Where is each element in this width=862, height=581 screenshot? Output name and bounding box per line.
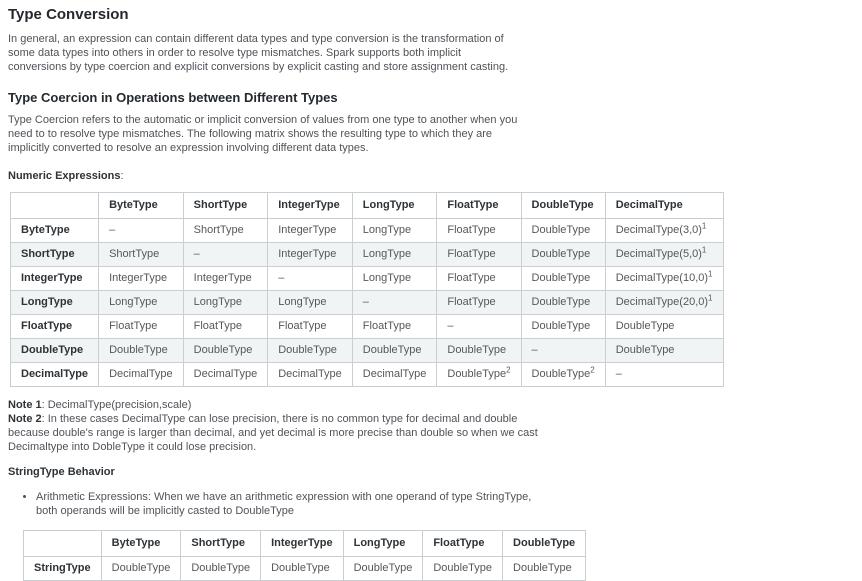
row-header: FloatType bbox=[11, 315, 99, 339]
table-header-row bbox=[24, 531, 586, 557]
table-cell: ShortType bbox=[183, 219, 268, 243]
numeric-expressions-colon: : bbox=[120, 170, 124, 182]
table-cell: IntegerType bbox=[268, 243, 353, 267]
column-header-bytetype: ByteType bbox=[99, 193, 184, 219]
table-row-shorttype bbox=[11, 243, 724, 267]
table-cell: FloatType bbox=[437, 267, 521, 291]
row-header: StringType bbox=[24, 557, 102, 581]
row-header: ShortType bbox=[11, 243, 99, 267]
table-cell: DoubleType bbox=[521, 219, 605, 243]
notes-block bbox=[8, 398, 854, 454]
table-cell: $DecimalType(20,0)^1$ bbox=[605, 291, 723, 315]
stringtype-behavior-strong: StringType Behavior bbox=[8, 466, 115, 478]
table-header-row bbox=[11, 193, 724, 219]
table-cell: FloatType bbox=[437, 243, 521, 267]
table-row-floattype bbox=[11, 315, 724, 339]
superscript-note-ref: 2 bbox=[506, 365, 511, 375]
table-cell: $DecimalType(3,0)^1$ bbox=[605, 219, 723, 243]
table-cell: DoubleType bbox=[181, 557, 261, 581]
table-cell: ShortType bbox=[99, 243, 184, 267]
stringtype-behavior-heading bbox=[8, 465, 854, 479]
table-cell: DecimalType bbox=[99, 363, 184, 387]
table-cell: – bbox=[352, 291, 437, 315]
table-cell: DoubleType bbox=[605, 339, 723, 363]
column-header-doubletype: DoubleType bbox=[521, 193, 605, 219]
table-cell: LongType bbox=[352, 219, 437, 243]
column-header-longtype: LongType bbox=[352, 193, 437, 219]
table-cell: DoubleType bbox=[343, 557, 423, 581]
table-row-doubletype bbox=[11, 339, 724, 363]
table-cell: DoubleType$^2$ bbox=[521, 363, 605, 387]
table-cell: DoubleType bbox=[183, 339, 268, 363]
table-cell: DoubleType bbox=[261, 557, 344, 581]
row-header: DoubleType bbox=[11, 339, 99, 363]
table-cell: DoubleType bbox=[423, 557, 503, 581]
column-header-doubletype: DoubleType bbox=[503, 531, 586, 557]
note-1-label: Note 1 bbox=[8, 399, 42, 411]
stringtype-bullet-list bbox=[8, 490, 854, 518]
table-cell: FloatType bbox=[268, 315, 353, 339]
table-cell: DoubleType bbox=[503, 557, 586, 581]
table-cell: – bbox=[437, 315, 521, 339]
column-header-floattype: FloatType bbox=[423, 531, 503, 557]
table-body bbox=[24, 557, 586, 581]
table-cell: – bbox=[183, 243, 268, 267]
table-cell: LongType bbox=[352, 243, 437, 267]
column-header-integertype: IntegerType bbox=[261, 531, 344, 557]
superscript-note-ref: 2 bbox=[590, 365, 595, 375]
table-cell: – bbox=[605, 363, 723, 387]
table-cell: DecimalType bbox=[268, 363, 353, 387]
superscript-note-ref: 1 bbox=[701, 245, 707, 255]
column-header-empty bbox=[24, 531, 102, 557]
table-cell: IntegerType bbox=[99, 267, 184, 291]
table-cell: IntegerType bbox=[183, 267, 268, 291]
superscript-note-ref: 1 bbox=[708, 293, 713, 303]
row-header: LongType bbox=[11, 291, 99, 315]
note-2 bbox=[8, 412, 554, 454]
numeric-coercion-table bbox=[10, 192, 724, 387]
table-cell: FloatType bbox=[437, 291, 521, 315]
stringtype-coercion-table bbox=[23, 530, 586, 581]
intro-paragraph: In general, an expression can contain different data types and type conversion is the transformation of some data types into others in order to resolve type mismatches. Spark supports both implicit conversions by type coercion and explicit conversions by explicit casting and store assignment casting. bbox=[8, 33, 509, 73]
column-header-shorttype: ShortType bbox=[183, 193, 268, 219]
table-cell: DoubleType bbox=[352, 339, 437, 363]
column-header-floattype: FloatType bbox=[437, 193, 521, 219]
table-cell: FloatType bbox=[99, 315, 184, 339]
section-title: Type Coercion in Operations between Different Types bbox=[8, 90, 338, 105]
page-title: Type Conversion bbox=[8, 6, 129, 23]
table-cell: FloatType bbox=[437, 219, 521, 243]
table-cell: – bbox=[99, 219, 184, 243]
table-cell: LongType bbox=[99, 291, 184, 315]
table-row-stringtype bbox=[24, 557, 586, 581]
superscript-note-ref: 1 bbox=[701, 221, 707, 231]
row-header: IntegerType bbox=[11, 267, 99, 291]
list-item-arithmetic-expressions: • Arithmetic Expressions: When we have an arithmetic expression with one operand of type StringType, both operands will be implicitly casted to DoubleType bbox=[36, 490, 542, 518]
row-header: DecimalType bbox=[11, 363, 99, 387]
column-header-longtype: LongType bbox=[343, 531, 423, 557]
table-row-bytetype bbox=[11, 219, 724, 243]
table-cell: IntegerType bbox=[268, 219, 353, 243]
column-header-integertype: IntegerType bbox=[268, 193, 353, 219]
table-cell: – bbox=[268, 267, 353, 291]
table-cell: DoubleType bbox=[268, 339, 353, 363]
numeric-expressions-label bbox=[8, 169, 854, 183]
column-header-bytetype: ByteType bbox=[101, 531, 181, 557]
table-cell: DoubleType bbox=[521, 291, 605, 315]
numeric-expressions-strong: Numeric Expressions bbox=[8, 170, 121, 182]
table-cell: LongType bbox=[183, 291, 268, 315]
column-header-decimaltype: DecimalType bbox=[605, 193, 723, 219]
table-cell: FloatType bbox=[183, 315, 268, 339]
superscript-note-ref: 1 bbox=[708, 269, 713, 279]
section-paragraph: Type Coercion refers to the automatic or implicit conversion of values from one type to another when you need to to resolve type mismatches. The following matrix shows the resulting type to which they are implicitly converted to resolve an expression involving different data types. bbox=[8, 114, 518, 154]
table-cell: $DecimalType(10,0)^1$ bbox=[605, 267, 723, 291]
table-cell: DoubleType bbox=[521, 315, 605, 339]
table-cell: – bbox=[521, 339, 605, 363]
table-cell: DecimalType bbox=[183, 363, 268, 387]
column-header-shorttype: ShortType bbox=[181, 531, 261, 557]
stringtype-table-wrapper bbox=[21, 530, 854, 581]
table-cell: DoubleType bbox=[521, 243, 605, 267]
table-cell: LongType bbox=[268, 291, 353, 315]
row-header: ByteType bbox=[11, 219, 99, 243]
table-cell: FloatType bbox=[352, 315, 437, 339]
table-row-decimaltype bbox=[11, 363, 724, 387]
note-1 bbox=[8, 398, 554, 412]
note-2-text: : In these cases DecimalType can lose precision, there is no common type for decimal and double because double's range is larger than decimal, and yet decimal is more precise than double so when we cast Decimaltype into DobleType it could lose precision. bbox=[8, 413, 538, 453]
note-2-label: Note 2 bbox=[8, 413, 42, 425]
table-cell: DoubleType bbox=[101, 557, 181, 581]
table-row-longtype bbox=[11, 291, 724, 315]
table-cell: $DecimalType(5,0)^1$ bbox=[605, 243, 723, 267]
table-cell: DoubleType bbox=[605, 315, 723, 339]
table-cell: DoubleType$^2$ bbox=[437, 363, 521, 387]
table-row-integertype bbox=[11, 267, 724, 291]
table-cell: DoubleType bbox=[437, 339, 521, 363]
note-1-text: : DecimalType(precision,scale) bbox=[41, 399, 192, 411]
table-cell: LongType bbox=[352, 267, 437, 291]
table-body bbox=[11, 219, 724, 387]
table-cell: DoubleType bbox=[99, 339, 184, 363]
column-header-empty bbox=[11, 193, 99, 219]
table-cell: DecimalType bbox=[352, 363, 437, 387]
table-cell: DoubleType bbox=[521, 267, 605, 291]
